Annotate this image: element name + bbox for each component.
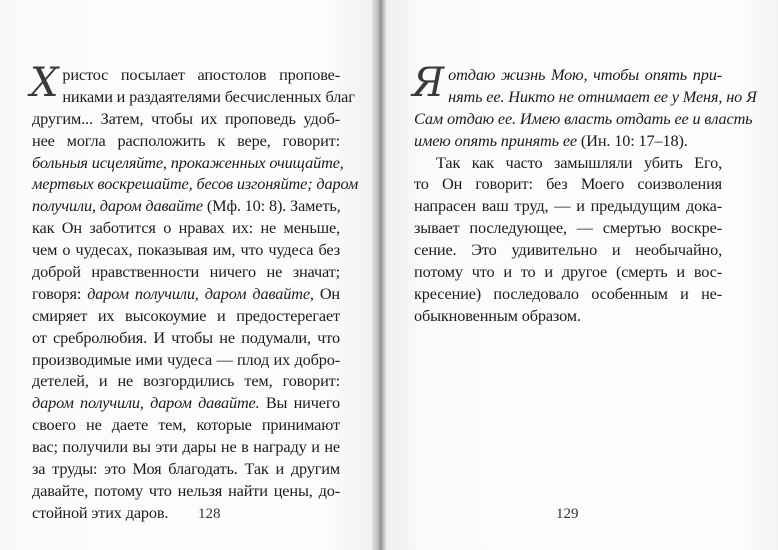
text-line xyxy=(414,261,722,283)
text-line xyxy=(414,152,722,174)
text-line xyxy=(32,217,340,239)
text-line xyxy=(414,217,722,239)
text-run: доброй нравственности ничего не значат; xyxy=(32,262,340,282)
text-run: (Мф. 10: 8). Заметь, xyxy=(202,196,341,216)
text-line xyxy=(414,108,753,130)
italic-quote: отдаю жизнь Мою, чтобы опять при- xyxy=(448,65,722,84)
text-run: ристос посылает апостолов пропове- xyxy=(62,65,340,84)
italic-quote: мертвых воскрешайте, бесов изгоняйте; даром xyxy=(32,174,359,194)
italic-quote: Сам отдаю ее. Имею власть отдать ее и власть xyxy=(414,108,753,128)
text-line xyxy=(32,370,340,392)
italic-quote: нять ее. Никто не отнимает ее у Меня, но Я xyxy=(448,86,757,106)
left-page-text xyxy=(30,60,359,524)
text-run: (Ин. 10: 17–18). xyxy=(577,130,688,150)
italic-quote: получили, даром давайте xyxy=(32,196,203,216)
text-run: потому что и то и другое (смерть и вос- xyxy=(414,262,722,282)
right-page-lines xyxy=(412,60,757,327)
text-line xyxy=(32,414,340,436)
text-run: , Он xyxy=(309,283,340,303)
text-run: зывает последующее, — смертью воскре- xyxy=(414,218,722,238)
text-run: за труды: это Моя благодать. Так и другим xyxy=(32,459,340,479)
italic-quote: имею опять принять ее xyxy=(414,130,578,150)
text-line xyxy=(414,283,722,305)
text-line xyxy=(32,458,340,480)
text-line xyxy=(32,305,340,327)
text-run: другим... Затем, чтобы их проповедь удоб- xyxy=(32,108,340,128)
text-run: говоря: xyxy=(32,283,88,303)
right-page-text xyxy=(412,60,757,327)
page-number-right: 129 xyxy=(556,506,579,522)
text-line xyxy=(32,130,340,152)
text-run: как Он заботится о нравах их: не меньше, xyxy=(32,218,340,238)
right-dropcap: Я xyxy=(412,60,445,106)
text-line xyxy=(32,195,340,217)
text-line xyxy=(414,239,722,261)
left-page-lines xyxy=(30,60,359,524)
text-line xyxy=(32,283,340,305)
text-line xyxy=(414,130,722,152)
text-run: вас; получили вы эти дары не в награду и не xyxy=(32,437,340,457)
text-line xyxy=(32,480,340,502)
text-line xyxy=(414,173,722,195)
text-line xyxy=(32,436,340,458)
italic-quote: больныя исцеляйте, прокаженных очищайте, xyxy=(32,152,344,172)
text-run: детелей, и не возгордились тем, говорит: xyxy=(32,371,340,391)
text-line xyxy=(32,239,340,261)
text-line xyxy=(32,261,340,283)
text-run: никами и раздаятелями бесчисленных благ xyxy=(62,86,355,106)
text-run: от сребролюбия. И чтобы не подумали, что xyxy=(32,327,340,347)
text-run: кресение) последовало особенным и не- xyxy=(414,283,722,303)
text-run: чем о чудесах, показывая им, что чудеса без xyxy=(32,240,340,260)
left-dropcap: Х xyxy=(30,60,59,106)
text-line xyxy=(414,305,722,327)
text-run: давайте, потому что нельзя найти цены, до- xyxy=(32,480,340,500)
text-run: Вы ничего xyxy=(259,393,340,413)
text-line xyxy=(32,327,340,349)
text-run: стойной этих даров. xyxy=(32,502,169,522)
text-line xyxy=(32,349,340,371)
text-line xyxy=(32,392,340,414)
text-run: напрасен ваш труд, — и предыдущим дока- xyxy=(414,196,722,216)
text-line xyxy=(32,86,355,108)
text-run: нее могла расположить к вере, говорит: xyxy=(32,130,340,150)
text-line xyxy=(414,86,757,108)
italic-quote: даром получили, даром давайте xyxy=(87,283,310,303)
text-line xyxy=(414,64,722,86)
italic-quote: даром получили, даром давайте. xyxy=(32,393,260,413)
text-line xyxy=(32,152,344,174)
text-line xyxy=(32,108,340,130)
page-number-left: 128 xyxy=(198,506,221,522)
text-line xyxy=(414,195,722,217)
text-line xyxy=(32,64,340,86)
text-line xyxy=(32,502,340,524)
text-run: обыкновенным образом. xyxy=(414,305,581,325)
text-run: своего не даете тем, которые принимают xyxy=(32,415,340,435)
text-run: то Он говорит: без Моего соизволения xyxy=(414,174,722,194)
text-run: Так как часто замышляли убить Его, xyxy=(436,152,722,172)
text-run: сение. Это удивительно и необычайно, xyxy=(414,240,722,260)
text-run: производимые ими чудеса — плод их добро- xyxy=(32,349,340,369)
text-line xyxy=(32,173,359,195)
text-run: смиряет их высокоумие и предостерегает xyxy=(32,305,340,325)
